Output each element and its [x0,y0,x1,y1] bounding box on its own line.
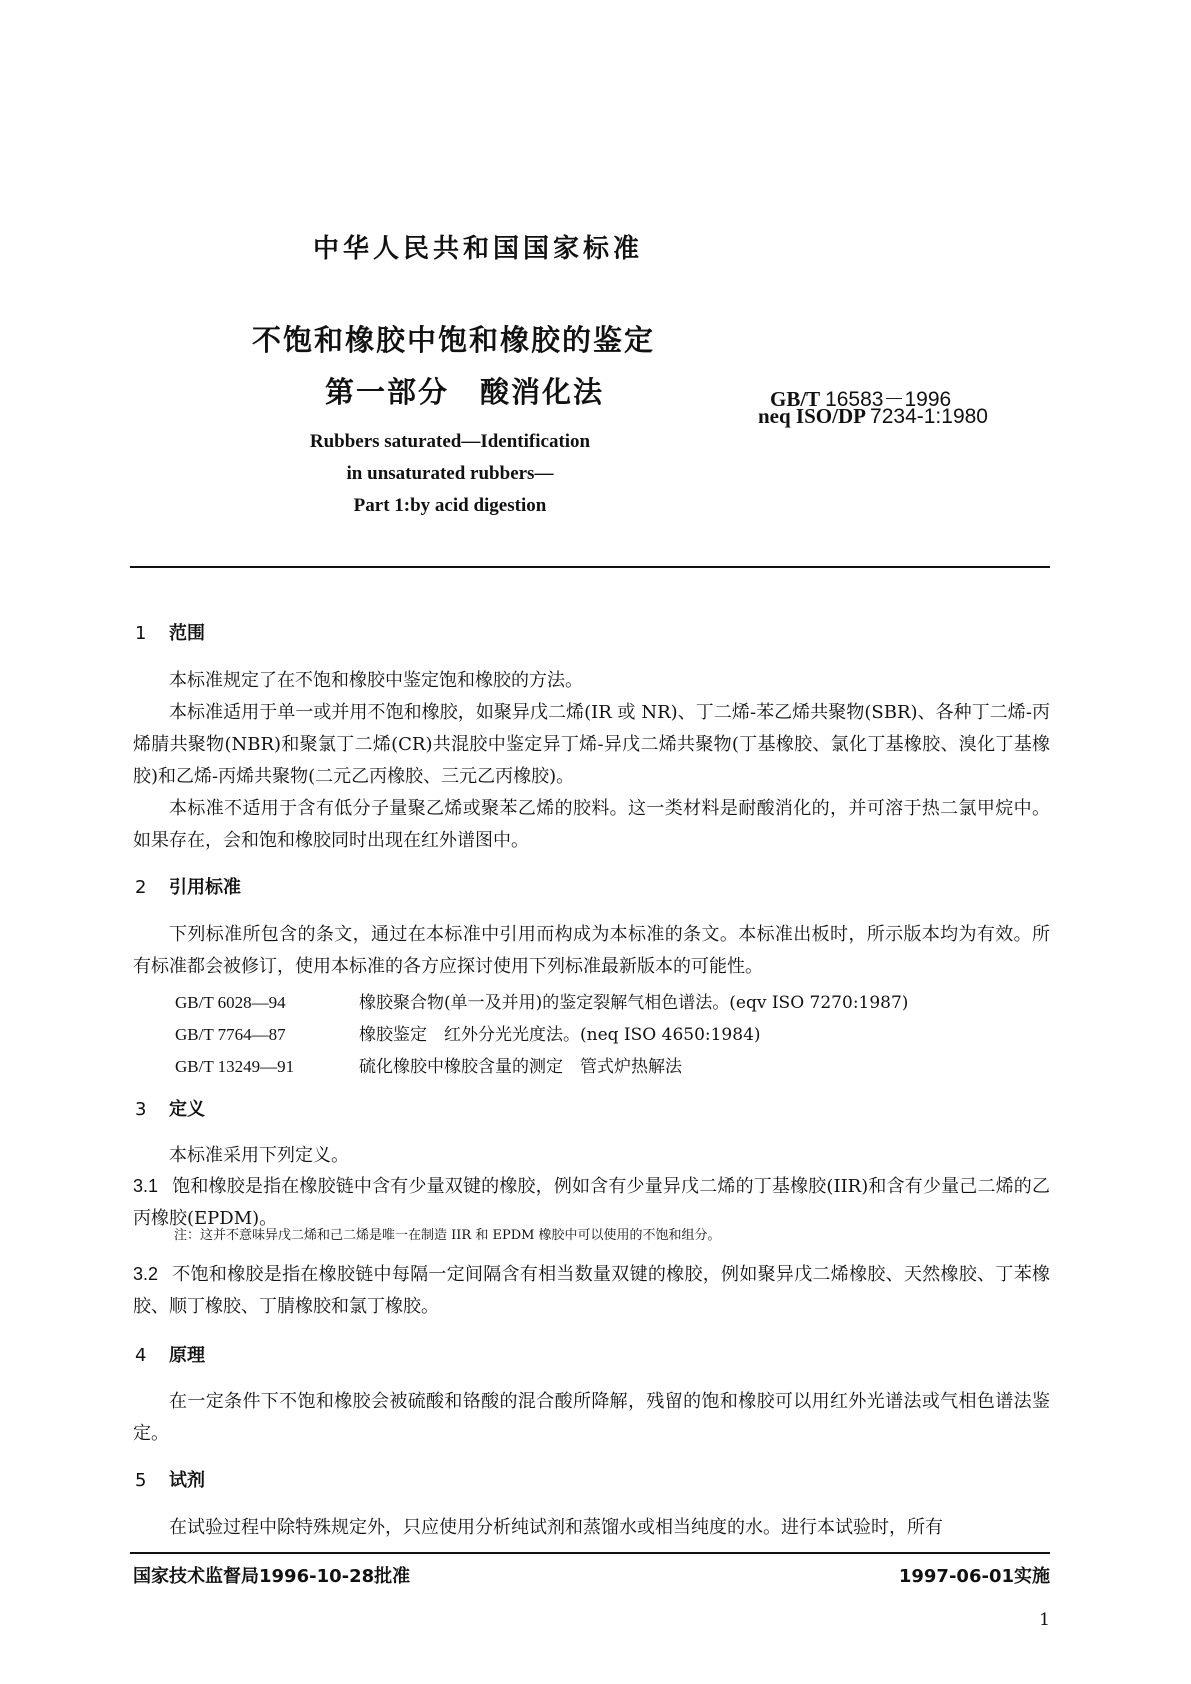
equivalent-standard [758,404,988,429]
section-1-title: 范围 [169,623,205,644]
equivalent-number: 7234-1:1980 [870,405,988,428]
definition-3-1-number: 3.1 [133,1176,159,1196]
section-5-heading [135,1466,205,1492]
title-cn-line1: 不饱和橡胶中饱和橡胶的鉴定 [252,323,656,357]
definition-3-2-number: 3.2 [133,1264,159,1284]
section-4-paragraph-1: 在一定条件下不饱和橡胶会被硫酸和铬酸的混合酸所降解，残留的饱和橡胶可以用红外光谱法或气相色谱法鉴定。 [133,1391,1050,1444]
title-en-line1: Rubbers saturated—Identification [309,431,591,452]
reference-text: 硫化橡胶中橡胶含量的测定 管式炉热解法 [359,1057,682,1077]
reference-item [175,1020,761,1045]
title-cn-line2: 第一部分 酸消化法 [325,375,605,409]
national-standard-label: 中华人民共和国国家标准 [312,234,643,264]
section-3-title: 定义 [169,1099,205,1120]
section-4-title: 原理 [169,1345,205,1366]
title-en-line2: in unsaturated rubbers— [346,463,554,484]
definition-3-2 [133,1258,1050,1323]
approval-date: 国家技术监督局1996-10-28批准 [133,1566,411,1587]
section-5-paragraph-1: 在试验过程中除特殊规定外，只应使用分析纯试剂和蒸馏水或相当纯度的水。进行本试验时，所有 [169,1517,943,1538]
section-3-heading [135,1095,205,1121]
reference-item [175,988,908,1013]
standard-code-prefix: GB/T [770,387,820,411]
section-1-number: 1 [135,623,147,644]
equivalent-prefix: neq ISO/DP [758,404,865,428]
title-en-line3: Part 1:by acid digestion [353,495,547,516]
definition-note: 注：这并不意味异戊二烯和己二烯是唯一在制造 IIR 和 EPDM 橡胶中可以使用的不饱和组分。 [174,1228,721,1243]
header-divider [130,566,1050,568]
definition-3-1-text: 饱和橡胶是指在橡胶链中含有少量双键的橡胶，例如含有少量异戊二烯的丁基橡胶(IIR)和含有少量己二烯的乙丙橡胶(EPDM)。 [133,1176,1050,1229]
section-1-paragraph-2: 本标准适用于单一或并用不饱和橡胶，如聚异戊二烯(IR 或 NR)、丁二烯-苯乙烯共聚物(SBR)、各种丁二烯-丙烯腈共聚物(NBR)和聚氯丁二烯(CR)共混胶中鉴定异丁烯-异戊二烯共聚物(丁基橡胶、氯化丁基橡胶、溴化丁基橡胶)和乙烯-丙烯共聚物(二元乙丙橡胶、三元乙丙橡胶)。 [133,702,1050,787]
reference-code: GB/T 13249—91 [175,1057,295,1076]
section-1-paragraph-3: 本标准不适用于含有低分子量聚乙烯或聚苯乙烯的胶料。这一类材料是耐酸消化的，并可溶于热二氯甲烷中。如果存在，会和饱和橡胶同时出现在红外谱图中。 [133,798,1050,851]
section-3-paragraph-1: 本标准采用下列定义。 [169,1145,349,1166]
reference-code: GB/T 6028—94 [175,993,286,1012]
section-1-heading [135,619,205,645]
section-2-heading [135,873,241,899]
section-3-number: 3 [135,1099,147,1120]
section-2-title: 引用标准 [169,877,241,898]
footer-divider [130,1552,1050,1554]
section-1-paragraph-1: 本标准规定了在不饱和橡胶中鉴定饱和橡胶的方法。 [169,670,583,691]
definition-3-2-text: 不饱和橡胶是指在橡胶链中每隔一定间隔含有相当数量双键的橡胶，例如聚异戊二烯橡胶、天然橡胶、丁苯橡胶、顺丁橡胶、丁腈橡胶和氯丁橡胶。 [133,1264,1050,1317]
section-5-number: 5 [135,1470,147,1491]
section-5-title: 试剂 [169,1470,205,1491]
page-number: 1 [1039,1610,1050,1630]
section-4-number: 4 [135,1345,147,1366]
section-4-heading [135,1341,205,1367]
effective-date: 1997-06-01实施 [898,1566,1050,1587]
standard-code-number: 16583－1996 [825,388,952,411]
section-2-paragraph-1: 下列标准所包含的条文，通过在本标准中引用而构成为本标准的条文。本标准出板时，所示版本均为有效。所有标准都会被修订，使用本标准的各方应探讨使用下列标准最新版本的可能性。 [133,924,1050,977]
reference-item [175,1052,682,1077]
section-2-number: 2 [135,877,147,898]
reference-text: 橡胶鉴定 红外分光光度法。(neq ISO 4650:1984) [359,1025,761,1045]
reference-code: GB/T 7764—87 [175,1025,286,1044]
reference-text: 橡胶聚合物(单一及并用)的鉴定裂解气相色谱法。(eqv ISO 7270:1987) [359,993,909,1013]
